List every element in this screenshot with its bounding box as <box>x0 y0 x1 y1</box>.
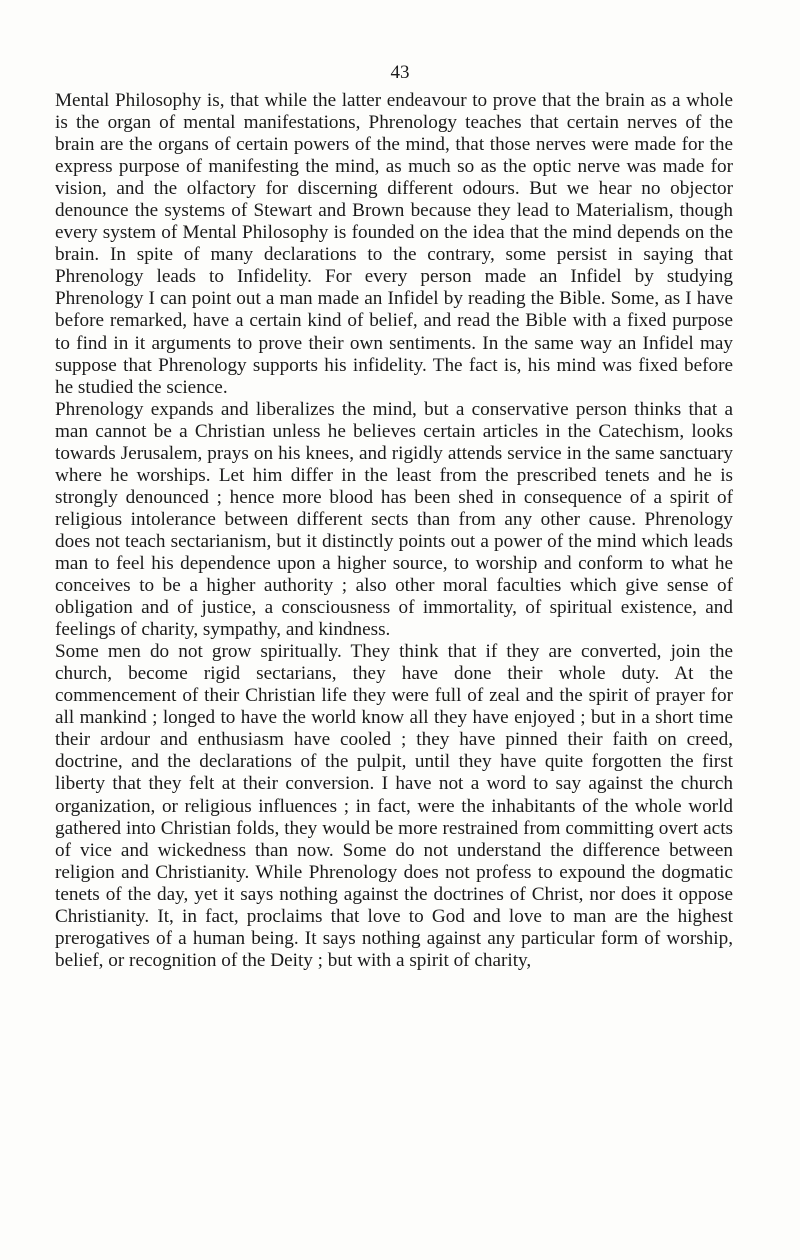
page-number: 43 <box>390 62 410 83</box>
paragraph-3: Some men do not grow spiritually. They think that if they are converted, join the church, become rigid sectarians, they have done their whole duty. At the commencement of their Christian life they were full of zeal and the spirit of prayer for all mankind ; longed to have the world know all they have enjoyed ; but in a short time their ardour and enthusiasm have cooled ; they have pinned their faith on creed, doctrine, and the declarations of the pulpit, until they have quite forgotten the first liberty that they felt at their conversion. I have not a word to say against the church organization, or religious influences ; in fact, were the inhabitants of the whole world gathered into Christian folds, they would be more restrained from committing overt acts of vice and wickedness than now. Some do not understand the difference between religion and Christianity. While Phrenology does not profess to expound the dogmatic tenets of the day, yet it says nothing against the doctrines of Christ, nor does it oppose Christianity. It, in fact, proclaims that love to God and love to man are the highest prerogatives of a human being. It says nothing against any particular form of worship, belief, or recognition of the Deity ; but with a spirit of charity, <box>55 641 733 971</box>
body-text <box>55 90 733 972</box>
paragraph-1: Mental Philosophy is, that while the latter endeavour to prove that the brain as a whole is the organ of mental manifestations, Phrenology teaches that certain nerves of the brain are the organs of certain powers of the mind, that those nerves were made for the express purpose of manifesting the mind, as much so as the optic nerve was made for vision, and the olfactory for discerning different odours. But we hear no objector denounce the systems of Stewart and Brown because they lead to Materialism, though every system of Mental Philosophy is founded on the idea that the mind depends on the brain. In spite of many declarations to the contrary, some persist in saying that Phrenology leads to Infidelity. For every person made an Infidel by studying Phrenology I can point out a man made an Infidel by reading the Bible. Some, as I have before remarked, have a certain kind of belief, and read the Bible with a fixed purpose to find in it arguments to prove their own sentiments. In the same way an Infidel may suppose that Phrenology supports his infidelity. The fact is, his mind was fixed before he studied the science. <box>55 90 733 398</box>
paragraph-2: Phrenology expands and liberalizes the mind, but a conservative person thinks that a man cannot be a Christian unless he believes certain articles in the Catechism, looks towards Jerusalem, prays on his knees, and rigidly attends service in the same sanctuary where he worships. Let him differ in the least from the prescribed tenets and he is strongly denounced ; hence more blood has been shed in consequence of a spirit of religious intolerance between different sects than from any other cause. Phrenology does not teach sectarianism, but it distinctly points out a power of the mind which leads man to feel his dependence upon a higher source, to worship and conform to what he conceives to be a higher authority ; also other moral faculties which give sense of obligation and of justice, a consciousness of immortality, of spiritual existence, and feelings of charity, sympathy, and kindness. <box>55 398 733 641</box>
